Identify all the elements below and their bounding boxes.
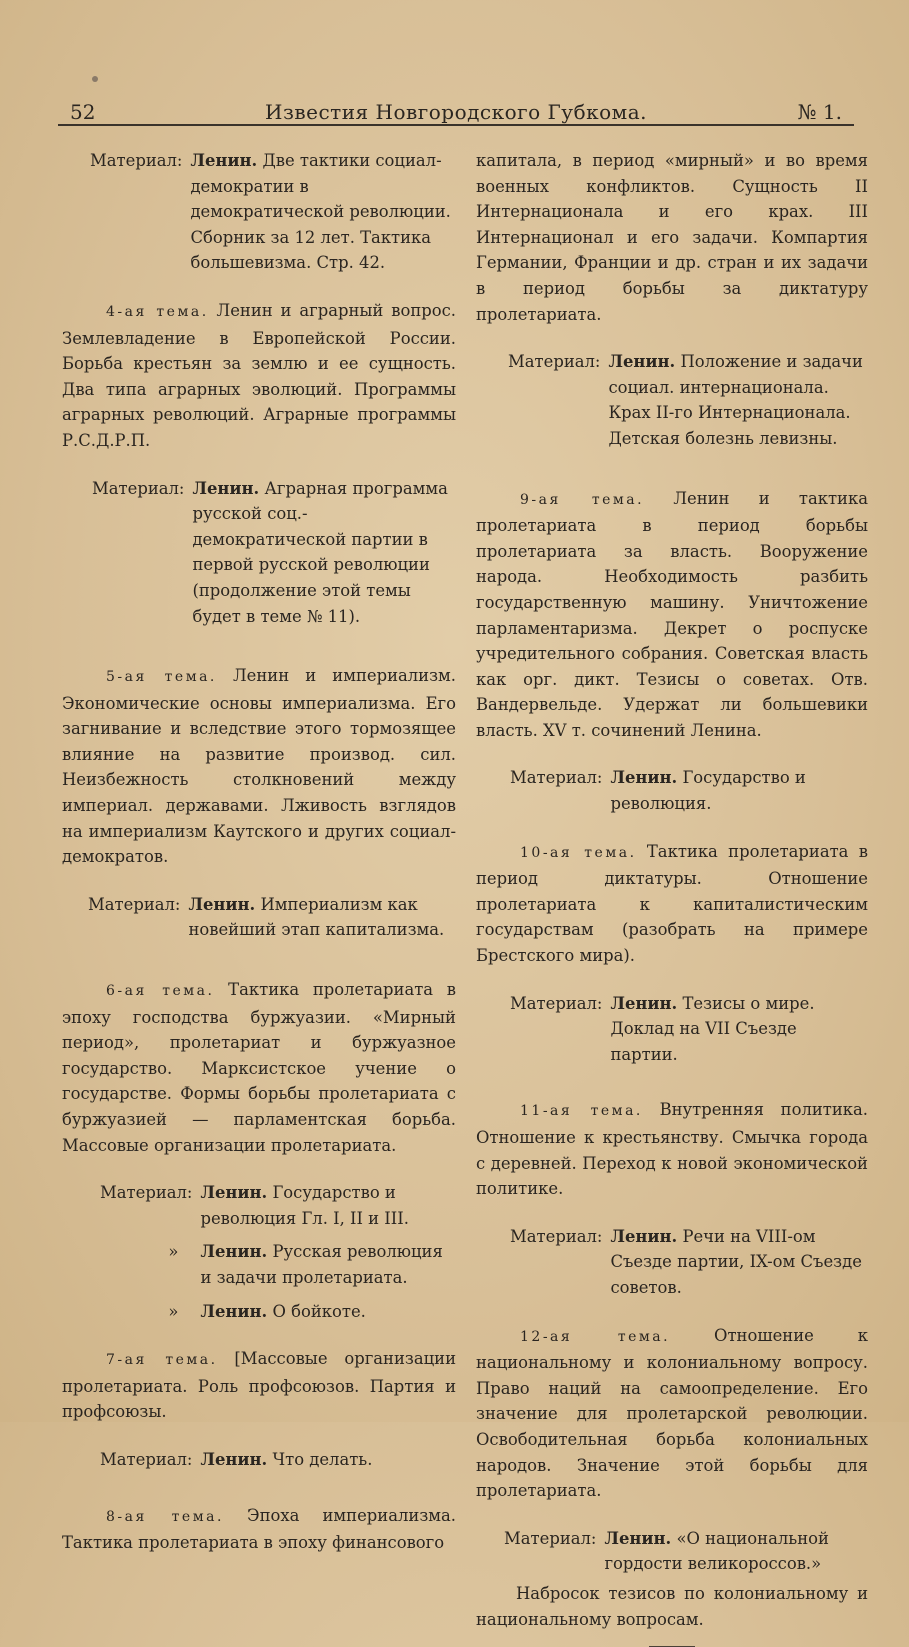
journal-title: Известия Новгородского Губкома. (265, 100, 647, 124)
topic-10 (476, 839, 868, 969)
material-text: Ленин. Империализм как новейший этап капитализма. (188, 894, 445, 940)
topic-heading: 4-ая тема. (106, 303, 209, 320)
material-block (92, 476, 456, 630)
material-text: Ленин. Государство и революция Гл. I, II и III. (200, 1183, 409, 1228)
page-number: 52 (70, 100, 96, 124)
material-block (510, 991, 868, 1068)
topic-5 (62, 663, 456, 870)
material-block (88, 892, 456, 943)
material-label: Материал: (510, 1226, 603, 1246)
topic-8 (62, 1503, 456, 1556)
material-label: Материал: (508, 352, 601, 372)
topic-body: Ленин и империализм. Экономические основы империализма. Его загнивание и вследствие этого тормозящее влияние на развитие производ. сил. Неизбежность столкновений между империал. державами. Лживость взглядов на империализм Каутского и других социал-демократов. (62, 666, 457, 867)
topic-4 (62, 298, 456, 454)
material-text: Ленин. Две тактики социал-демократии в демократической революции. Сборник за 12 лет. Тактика большевизма. Стр. 42. (190, 151, 451, 273)
material-block (100, 1180, 456, 1324)
topic-6 (62, 977, 456, 1158)
topic-body: Тактика пролетариата в период диктатуры. Отношение пролетариата к капиталистическим государствам (разобрать на примере Брестского мира). (476, 841, 869, 966)
topic-body: Эпоха империализма. Тактика пролетариата в эпоху финансового (62, 1505, 456, 1553)
topic-heading: 10-ая тема. (520, 844, 637, 861)
topic-body: Отношение к национальному и колониальному вопросу. Право наций на самоопределение. Его значение для пролетарской революции. Освободительная борьба колониальных народов. Значение этой борьбы для пролетариата. (476, 1325, 868, 1501)
material-label: Материал: (90, 151, 183, 170)
material-label: Материал: (88, 894, 181, 914)
material-block (504, 1526, 868, 1577)
left-column (62, 148, 456, 1578)
material-block (90, 148, 456, 276)
right-column (476, 148, 868, 1647)
topic-heading: 7-ая тема. (106, 1352, 218, 1369)
material-block (508, 349, 868, 451)
topic-heading: 6-ая тема. (106, 983, 215, 1000)
material-text: Ленин. Тезисы о мире. Доклад на VII Съезде партии. (610, 993, 815, 1064)
topic-heading: 8-ая тема. (106, 1508, 224, 1525)
material-text: Ленин. «О национальной гордости великороссов.» (604, 1528, 829, 1574)
topic-heading: 12-ая тема. (520, 1328, 671, 1345)
material-label: Материал: (100, 1449, 193, 1469)
topic-8-continued: капитала, в период «мирный» и во время военных конфликтов. Сущность II Интернационала и его крах. III Интернационал и его задачи. Компартия Германии, Франции и др. стран и их задачи в период борьбы за диктатуру пролетариата. (476, 151, 868, 324)
material-text: Ленин. Что делать. (200, 1449, 373, 1469)
topic-heading: 5-ая тема. (106, 669, 217, 686)
topic-body: Ленин и аграрный вопрос. Землевладение в Европейской России. Борьба крестьян за землю и ее сущность. Два типа аграрных эволюций. Программы аграрных революций. Аграрные программы Р.С.Д.Р.П. (62, 300, 456, 450)
material-block (510, 1224, 868, 1301)
material-label: Материал: (510, 768, 603, 788)
material-text: Ленин. Государство и революция. (610, 768, 806, 814)
material-label: Материал: (92, 478, 185, 498)
issue-number: № 1. (797, 100, 842, 124)
material-label: Материал: (504, 1528, 597, 1548)
material-text: Ленин. Русская революция и задачи пролетариата. (200, 1242, 443, 1287)
topic-body: Тактика пролетариата в эпоху господства буржуазии. «Мирный период», пролетариат и буржуазное государство. Марксистское учение о государстве. Формы борьбы пролетариата с буржуазией — парламентская борьба. Массовые организации пролетариата. (62, 980, 457, 1155)
material-label: Материал: (100, 1183, 193, 1203)
page-header (60, 96, 852, 126)
topic-11 (476, 1097, 868, 1201)
topic-heading: 11-ая тема. (520, 1103, 643, 1120)
material-block (100, 1447, 456, 1473)
topic-heading: 9-ая тема. (520, 491, 645, 508)
topic-7 (62, 1346, 456, 1425)
ditto-mark: » (168, 1242, 179, 1262)
material-text: Ленин. Аграрная программа русской соц.-демократической партии в первой русской революции (продолжение этой темы будет в теме № 11). (192, 478, 448, 626)
topic-9 (476, 486, 868, 744)
ditto-mark: » (168, 1301, 179, 1321)
material-label: Материал: (510, 993, 603, 1013)
ink-dot (92, 76, 98, 82)
header-rule (58, 124, 854, 126)
topic-body: Ленин и тактика пролетариата в период борьбы пролетариата за власть. Вооружение народа. Необходимость разбить государственную машину. Уничтожение парламентаризма. Декрет о роспуске учредительного собрания. Советская власть как орг. дикт. Тезисы о советах. Отв. Вандервельде. Удержат ли большевики власть. XV т. сочинений Ленина. (476, 488, 869, 740)
material-continuation: Набросок тезисов по колониальному и национальному вопросам. (476, 1583, 868, 1629)
topic-body: Внутренняя политика. Отношение к крестьянству. Смычка города с деревней. Переход к новой экономической политике. (476, 1100, 868, 1199)
topic-12 (476, 1323, 868, 1504)
material-block (510, 765, 868, 816)
topic-body: [Массовые организации пролетариата. Роль профсоюзов. Партия и профсоюзы. (62, 1349, 457, 1422)
material-text: Ленин. О бойкоте. (200, 1301, 366, 1321)
material-text: Ленин. Речи на VIII-ом Съезде партии, IX-ом Съезде советов. (610, 1226, 862, 1297)
material-text: Ленин. Положение и задачи социал. интернационала. Крах II-го Интернационала. Детская болезнь левизны. (608, 352, 863, 448)
